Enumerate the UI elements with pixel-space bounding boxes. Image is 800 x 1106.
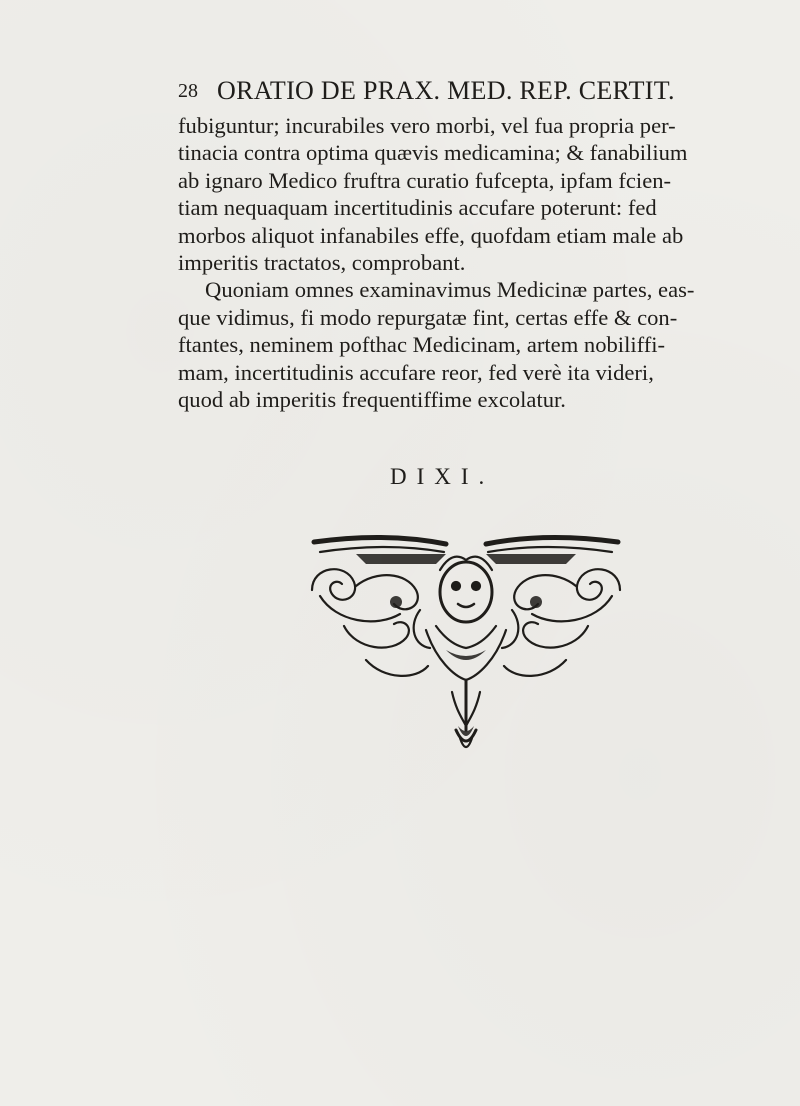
text-line: imperitis tractatos, comprobant. xyxy=(178,249,466,275)
text-line: morbos aliquot infanabiles effe, quofdam etiam male ab xyxy=(178,222,684,248)
running-head xyxy=(178,76,778,110)
body-text xyxy=(178,112,768,413)
text-line: Quoniam omnes examinavimus Medicinæ partes, eas- xyxy=(205,277,695,303)
text-line: tinacia contra optima quævis medicamina; & fanabilium xyxy=(178,140,688,166)
text-line: tiam nequaquam incertitudinis accufare poterunt: fed xyxy=(178,195,657,221)
text-line: mam, incertitudinis accufare reor, fed verè ita videri, xyxy=(178,359,654,385)
text-line: quod ab imperitis frequentiffime excolatur. xyxy=(178,386,566,412)
page-number: 28 xyxy=(178,80,198,102)
text-line: ab ignaro Medico fruftra curatio fufcepta, ipfam fcien- xyxy=(178,167,672,193)
text-line: fubiguntur; incurabiles vero morbi, vel fua propria per- xyxy=(178,113,676,138)
text-line: ftantes, neminem pofthac Medicinam, artem nobiliffi- xyxy=(178,332,666,358)
closing-word: DIXI. xyxy=(390,464,495,489)
text-line: que vidimus, fi modo repurgatæ fint, certas effe & con- xyxy=(178,304,678,330)
page-title: ORATIO DE PRAX. MED. REP. CERTIT. xyxy=(217,76,675,105)
floral-tailpiece-ornament-icon xyxy=(296,530,636,760)
